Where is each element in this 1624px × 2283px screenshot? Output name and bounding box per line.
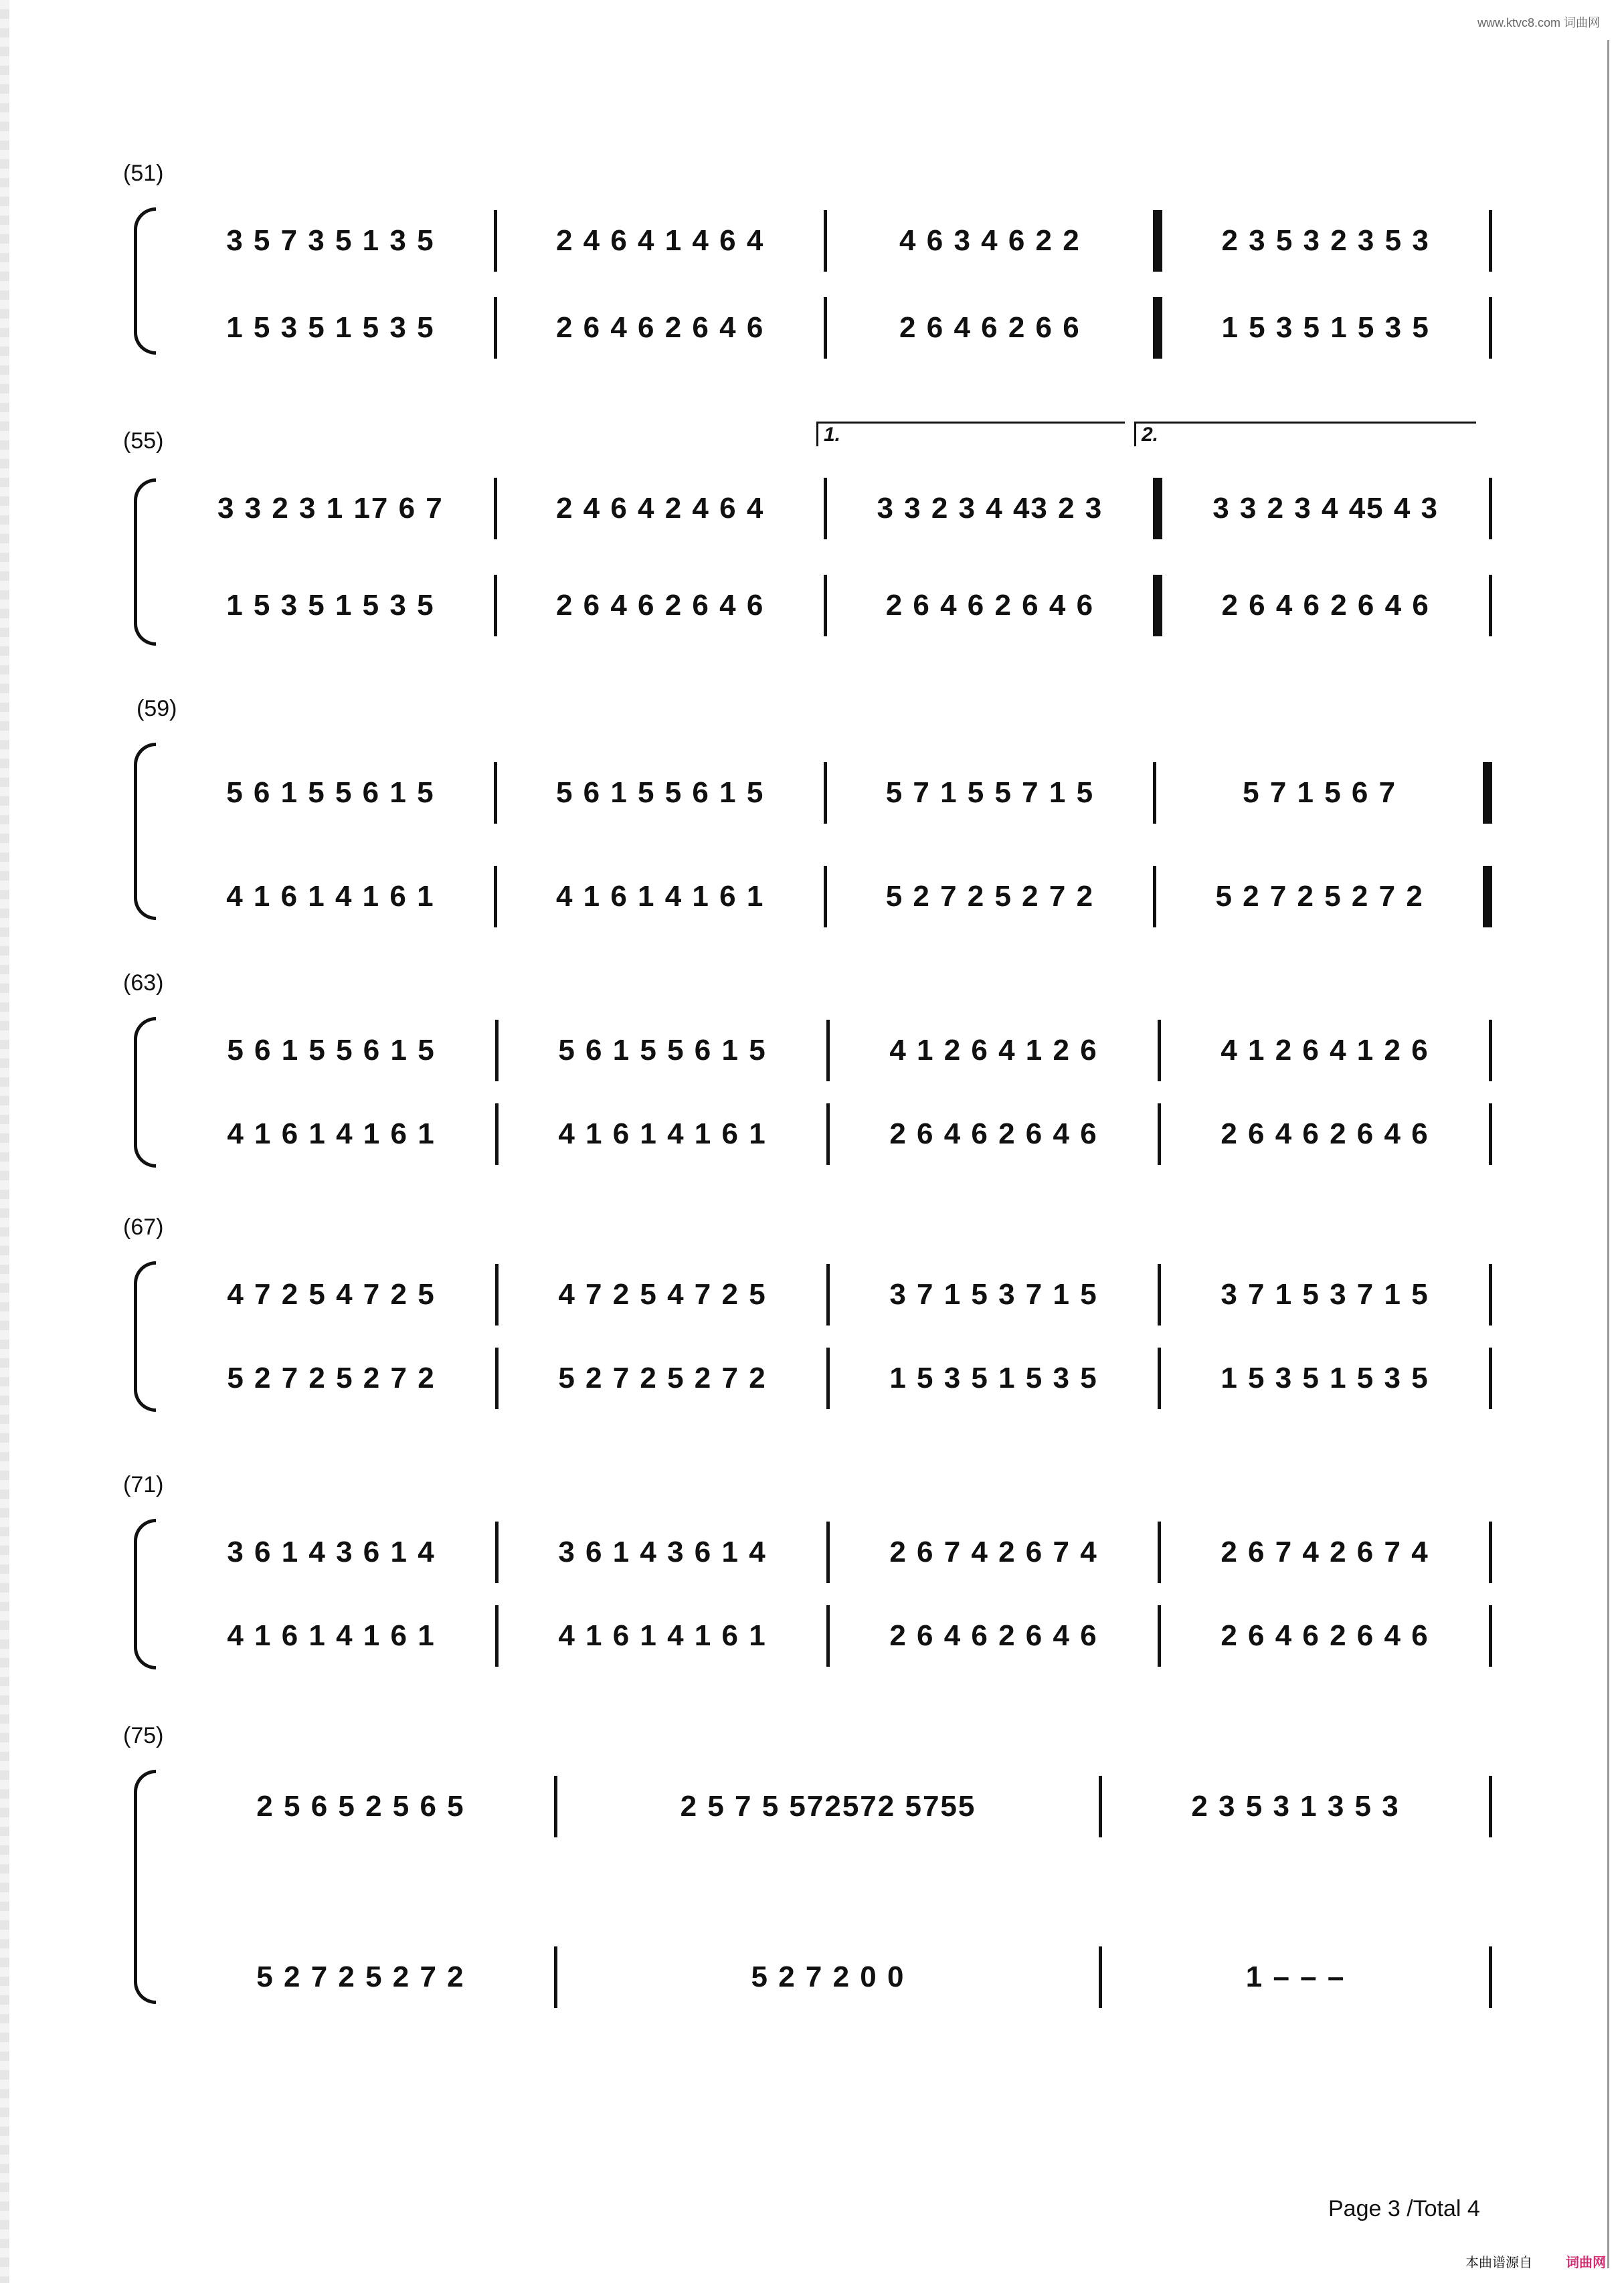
volta-1: 1. — [816, 422, 1125, 446]
measure: 1 5 3 5 1 5 3 5 — [1221, 311, 1430, 344]
site-watermark: www.ktvc8.com 词曲网 — [1477, 16, 1600, 29]
bass-row — [167, 873, 1492, 920]
treble-row — [167, 1783, 1492, 1830]
measure: 2 6 4 6 2 6 4 6 — [889, 1619, 1098, 1652]
brace — [134, 207, 156, 355]
measure: 4 1 6 1 4 1 6 1 — [555, 880, 765, 913]
bass-row — [167, 304, 1492, 351]
measure-number: (75) — [123, 1723, 164, 1748]
measure: 4 1 2 6 4 1 2 6 — [889, 1034, 1098, 1067]
system-63 — [123, 970, 1492, 1171]
brace — [134, 1261, 156, 1412]
brace — [134, 478, 156, 646]
measure: 1 5 3 5 1 5 3 5 — [226, 589, 435, 622]
measure: 3 3 2 3 4 43 2 3 — [877, 492, 1103, 525]
measure-number: (63) — [123, 970, 164, 996]
measure: 3 6 1 4 3 6 1 4 — [227, 1536, 436, 1568]
brace — [134, 1519, 156, 1669]
measure: 5 2 7 2 5 2 7 2 — [1215, 880, 1424, 913]
measure: 5 7 1 5 5 7 1 5 — [885, 776, 1095, 809]
measure: 2 3 5 3 1 3 5 3 — [1191, 1790, 1400, 1823]
measure: 2 6 4 6 2 6 4 6 — [1221, 1619, 1429, 1652]
system-67 — [123, 1214, 1492, 1415]
bass-row — [167, 1111, 1492, 1158]
measure-number: (71) — [123, 1472, 164, 1497]
measure: 4 1 6 1 4 1 6 1 — [226, 880, 435, 913]
measure: 2 6 4 6 2 6 4 6 — [889, 1117, 1098, 1150]
measure: 1 5 3 5 1 5 3 5 — [226, 311, 435, 344]
measure: 2 5 6 5 2 5 6 5 — [256, 1790, 465, 1823]
bass-row — [167, 1355, 1492, 1402]
measure: 2 4 6 4 1 4 6 4 — [555, 224, 765, 257]
measure: 5 6 1 5 5 6 1 5 — [226, 776, 435, 809]
measure: 2 6 4 6 2 6 4 6 — [1221, 589, 1430, 622]
system-59 — [127, 696, 1492, 917]
site-logo: 词曲网 — [1566, 2256, 1606, 2270]
measure: 5 2 7 2 5 2 7 2 — [227, 1362, 436, 1394]
bass-row — [167, 582, 1492, 629]
page-number: Page 3 /Total 4 — [1328, 2196, 1480, 2221]
measure: 5 6 1 5 5 6 1 5 — [558, 1034, 767, 1067]
measure: 5 2 7 2 5 2 7 2 — [256, 1960, 465, 1993]
measure: 2 4 6 4 2 4 6 4 — [555, 492, 765, 525]
measure-number: (59) — [137, 696, 177, 721]
measure: 3 5 7 3 5 1 3 5 — [226, 224, 435, 257]
system-51 — [123, 161, 1492, 361]
measure-number: (67) — [123, 1214, 164, 1240]
brace — [134, 1017, 156, 1168]
system-71 — [123, 1472, 1492, 1673]
measure: 2 3 5 3 2 3 5 3 — [1221, 224, 1430, 257]
measure: 3 6 1 4 3 6 1 4 — [558, 1536, 767, 1568]
measure: 2 6 4 6 2 6 4 6 — [555, 311, 765, 344]
volta-2: 2. — [1134, 422, 1476, 446]
measure: 3 7 1 5 3 7 1 5 — [1221, 1278, 1429, 1311]
measure: 2 6 4 6 2 6 4 6 — [1221, 1117, 1429, 1150]
brace — [134, 743, 156, 920]
left-margin-strip — [0, 0, 9, 2283]
measure: 4 1 6 1 4 1 6 1 — [558, 1619, 767, 1652]
measure: 1 5 3 5 1 5 3 5 — [889, 1362, 1098, 1394]
measure: 5 6 1 5 5 6 1 5 — [555, 776, 765, 809]
bass-row — [167, 1954, 1492, 2001]
treble-row — [167, 217, 1492, 264]
right-rule — [1607, 40, 1609, 2268]
measure: 4 1 6 1 4 1 6 1 — [558, 1117, 767, 1150]
measure-number: (51) — [123, 161, 164, 186]
measure: 2 6 7 4 2 6 7 4 — [1221, 1536, 1429, 1568]
treble-row — [167, 485, 1492, 532]
measure: 4 1 6 1 4 1 6 1 — [227, 1117, 436, 1150]
measure: 1 – – – — [1245, 1960, 1346, 1993]
treble-row — [167, 1271, 1492, 1318]
measure: 5 7 1 5 6 7 — [1243, 776, 1397, 809]
measure: 5 2 7 2 5 2 7 2 — [885, 880, 1095, 913]
measure-number: (55) — [123, 428, 164, 454]
measure: 5 6 1 5 5 6 1 5 — [227, 1034, 436, 1067]
treble-row — [167, 1529, 1492, 1576]
system-55 — [123, 424, 1492, 649]
measure: 4 1 2 6 4 1 2 6 — [1221, 1034, 1429, 1067]
brace — [134, 1770, 156, 2004]
measure: 4 7 2 5 4 7 2 5 — [558, 1278, 767, 1311]
measure: 2 6 7 4 2 6 7 4 — [889, 1536, 1098, 1568]
treble-row — [167, 1027, 1492, 1074]
measure: 1 5 3 5 1 5 3 5 — [1221, 1362, 1429, 1394]
measure: 5 2 7 2 5 2 7 2 — [558, 1362, 767, 1394]
system-75 — [123, 1723, 1492, 2017]
treble-row — [167, 769, 1492, 816]
measure: 3 3 2 3 1 17 6 7 — [217, 492, 444, 525]
measure: 3 3 2 3 4 45 4 3 — [1212, 492, 1439, 525]
measure: 2 5 7 5 572572 5755 — [680, 1790, 976, 1823]
source-note: 本曲谱源自 — [1465, 2256, 1532, 2270]
measure: 2 6 4 6 2 6 6 — [899, 311, 1081, 344]
measure: 4 1 6 1 4 1 6 1 — [227, 1619, 436, 1652]
measure: 4 7 2 5 4 7 2 5 — [227, 1278, 436, 1311]
measure: 2 6 4 6 2 6 4 6 — [885, 589, 1095, 622]
measure: 3 7 1 5 3 7 1 5 — [889, 1278, 1098, 1311]
measure: 5 2 7 2 0 0 — [751, 1960, 905, 1993]
measure: 2 6 4 6 2 6 4 6 — [555, 589, 765, 622]
measure: 4 6 3 4 6 2 2 — [899, 224, 1081, 257]
bass-row — [167, 1613, 1492, 1659]
